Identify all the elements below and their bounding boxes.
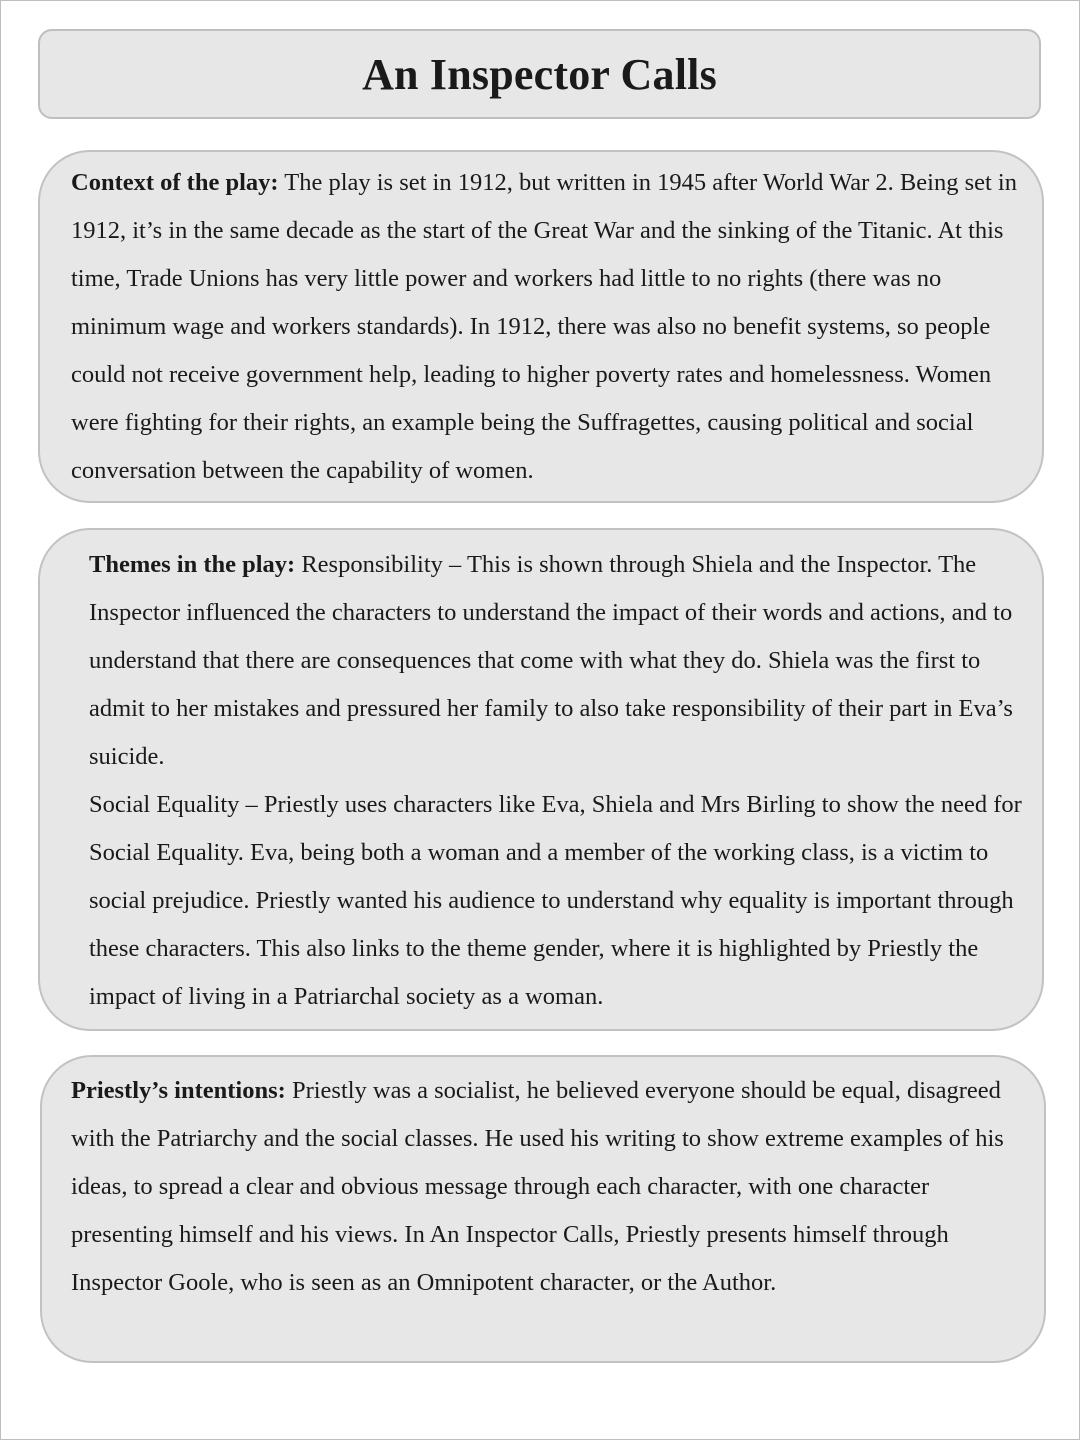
page-title: An Inspector Calls xyxy=(362,49,717,99)
intentions-paragraph xyxy=(71,1067,1024,1307)
context-card xyxy=(38,150,1044,503)
context-label: Context of the play: xyxy=(71,169,279,196)
title-banner xyxy=(38,29,1041,119)
themes-responsibility-text: Responsibility – This is shown through Shiela and the Inspector. The Inspector influenced the characters to understand the impact of their words and actions, and to understand that there are consequences that come with what they do. Shiela was the first to admit to her mistakes and pressured her family to also take responsibility of their part in Eva’s suicide. xyxy=(89,551,1013,770)
context-text: The play is set in 1912, but written in 1945 after World War 2. Being set in 1912, it’s in the same decade as the start of the Great War and the sinking of the Titanic. At this time, Trade Unions has very little power and workers had little to no rights (there was no minimum wage and workers standards). In 1912, there was also no benefit systems, so people could not receive government help, leading to higher poverty rates and homelessness. Women were fighting for their rights, an example being the Suffragettes, causing political and social conversation between the capability of women. xyxy=(71,169,1017,484)
themes-card xyxy=(38,528,1044,1031)
themes-label: Themes in the play: xyxy=(89,551,296,578)
themes-responsibility-paragraph xyxy=(89,541,1022,781)
context-paragraph xyxy=(71,159,1022,495)
themes-equality-paragraph: Social Equality – Priestly uses characters like Eva, Shiela and Mrs Birling to show the need for Social Equality. Eva, being both a woman and a member of the working class, is a victim to social prejudice. Priestly wanted his audience to understand why equality is important through these characters. This also links to the theme gender, where it is highlighted by Priestly the impact of living in a Patriarchal society as a woman. xyxy=(89,791,1022,1010)
intentions-text: Priestly was a socialist, he believed everyone should be equal, disagreed with the Patriarchy and the social classes. He used his writing to show extreme examples of his ideas, to spread a clear and obvious message through each character, with one character presenting himself and his views. In An Inspector Calls, Priestly presents himself through Inspector Goole, who is seen as an Omnipotent character, or the Author. xyxy=(71,1077,1004,1296)
intentions-card xyxy=(40,1055,1046,1363)
intentions-label: Priestly’s intentions: xyxy=(71,1077,286,1104)
